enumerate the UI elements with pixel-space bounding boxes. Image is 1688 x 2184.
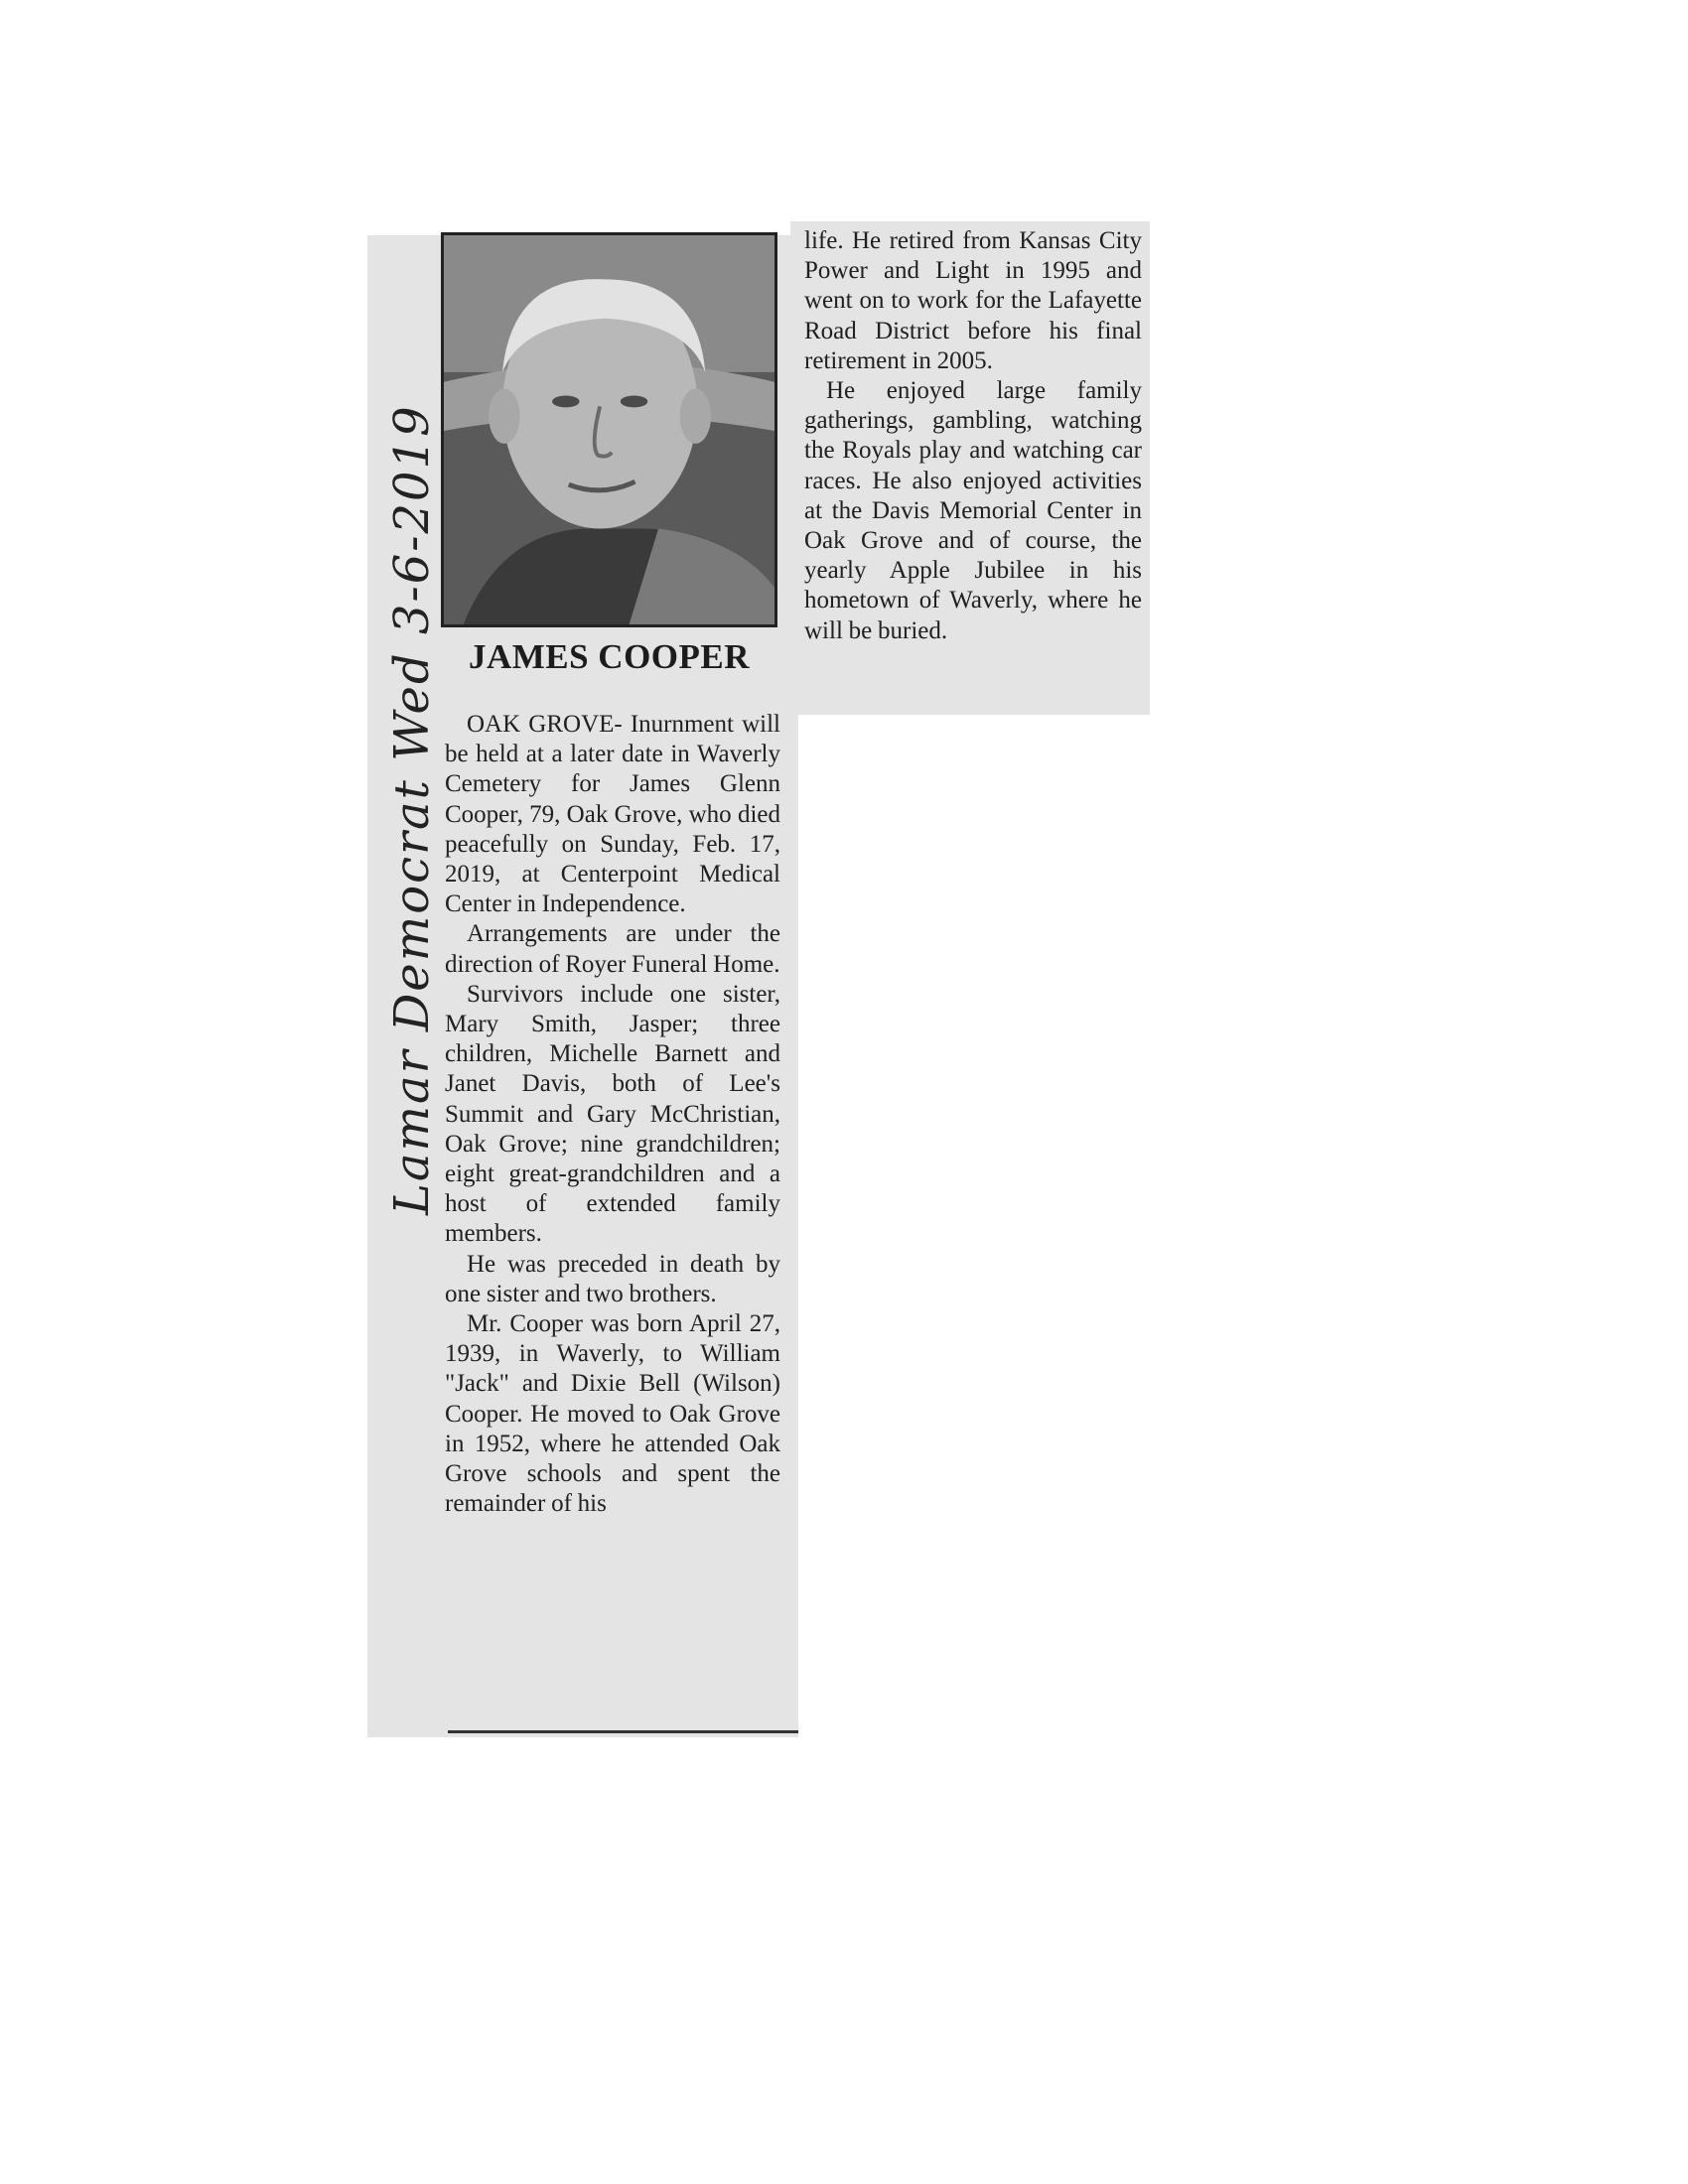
bottom-rule-divider: [448, 1730, 798, 1733]
paragraph-hobbies: He enjoyed large family gatherings, gambling, watching the Royals play and watching car races. He also enjoyed activities at the Davis Memorial Center in Oak Grove and of course, the yearly Apple Jubilee in his hometown of Waverly, where he will be buried.: [804, 377, 1142, 644]
paragraph-survivors: Survivors include one sister, Mary Smith, Jasper; three children, Michelle Barnett and Janet Davis, both of Lee's Summit and Gary McChristian, Oak Grove; nine grandchildren; eight great-grandchildren and a host of extended family members.: [445, 980, 780, 1248]
paragraph-preceded: He was preceded in death by one sister and two brothers.: [445, 1250, 780, 1307]
left-text-column: [445, 710, 780, 1519]
obituary-headline: JAMES COOPER: [468, 637, 751, 676]
handwritten-date-note: Lamar Democrat Wed 3-6-2019: [384, 404, 440, 1215]
paragraph-arrangements: Arrangements are under the direction of Royer Funeral Home.: [445, 920, 780, 978]
portrait-photo-icon: [441, 232, 777, 627]
portrait-illustration: [444, 235, 774, 624]
right-text-column: [804, 226, 1142, 646]
paragraph-retirement: life. He retired from Kansas City Power and Light in 1995 and went on to work for the Lafayette Road District before his final retirement in 2005.: [804, 227, 1142, 374]
paragraph-inurnment: OAK GROVE- Inurnment will be held at a later date in Waverly Cemetery for James Glenn Cooper, 79, Oak Grove, who died peacefully on Sunday, Feb. 17, 2019, at Centerpoint Medical Center in Independence.: [445, 711, 780, 918]
paragraph-birth: Mr. Cooper was born April 27, 1939, in Waverly, to William "Jack" and Dixie Bell (Wilson) Cooper. He moved to Oak Grove in 1952, where he attended Oak Grove schools and spent the remainder of his: [445, 1310, 780, 1518]
